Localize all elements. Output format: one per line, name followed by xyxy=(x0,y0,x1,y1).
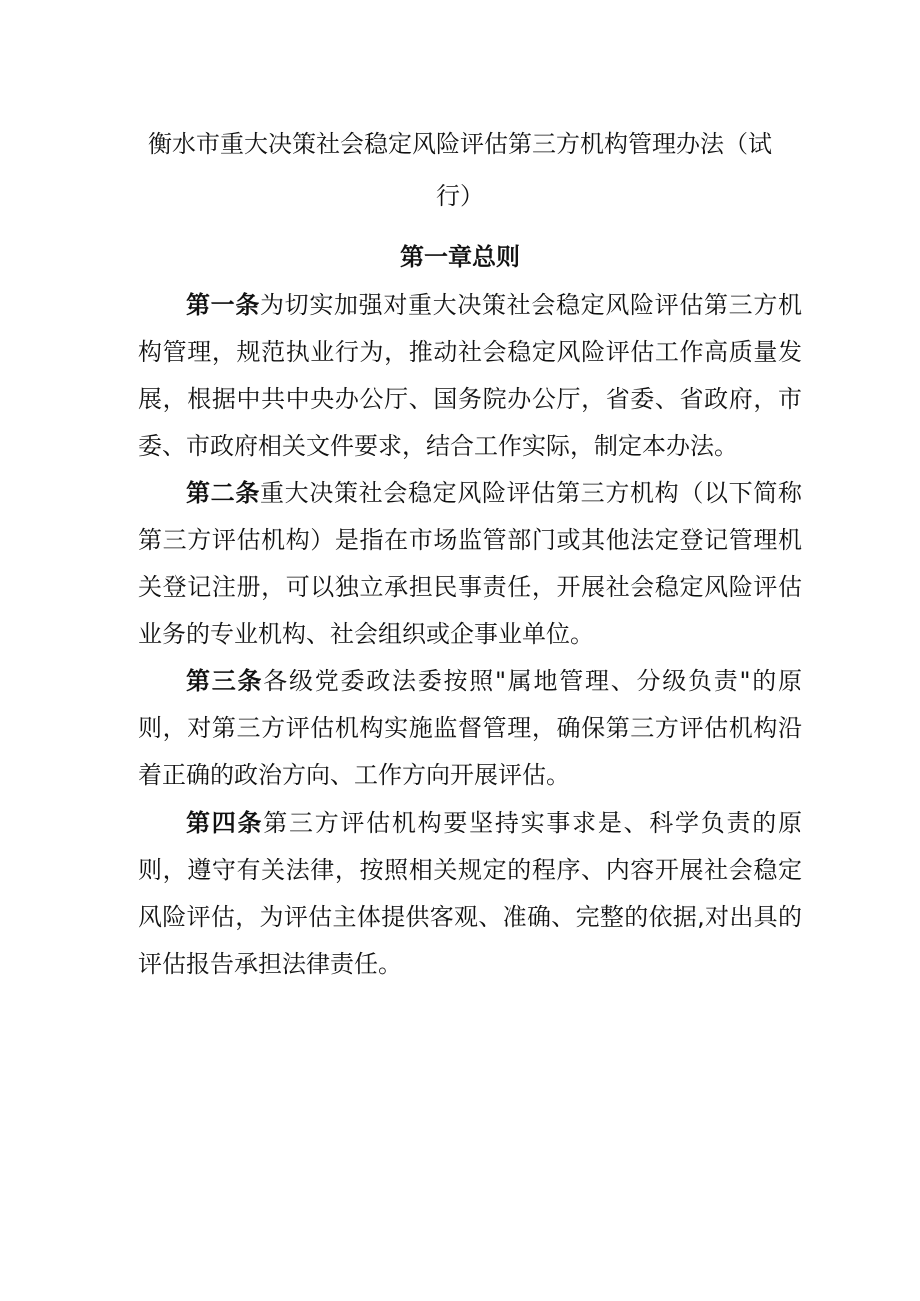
article-4-text: 第三方评估机构要坚持实事求是、科学负责的原则，遵守有关法律，按照相关规定的程序、内容开展社会稳定风险评估，为评估主体提供客观、准确、完整的依据,对出具的评估报告承担法律责任。 xyxy=(138,809,802,978)
article-2 xyxy=(138,470,802,658)
document-title: 衡水市重大决策社会稳定风险评估第三方机构管理办法（试行） xyxy=(148,130,772,210)
article-2-text: 重大决策社会稳定风险评估第三方机构（以下简称第三方评估机构）是指在市场监管部门或其他法定登记管理机关登记注册，可以独立承担民事责任，开展社会稳定风险评估业务的专业机构、社会组织或企事业单位。 xyxy=(138,479,802,648)
article-3-label: 第三条 xyxy=(186,667,264,695)
article-1-label: 第一条 xyxy=(186,291,260,319)
article-2-label: 第二条 xyxy=(186,479,260,507)
chapter-heading: 第一章总则 xyxy=(400,243,520,271)
article-4 xyxy=(138,800,802,988)
article-3 xyxy=(138,658,802,799)
article-1-text: 为切实加强对重大决策社会稳定风险评估第三方机构管理，规范执业行为，推动社会稳定风险评估工作高质量发展，根据中共中央办公厅、国务院办公厅，省委、省政府，市委、市政府相关文件要求，结合工作实际，制定本办法。 xyxy=(138,291,802,460)
article-1 xyxy=(138,282,802,470)
article-3-text: 各级党委政法委按照"属地管理、分级负责"的原则，对第三方评估机构实施监督管理，确保第三方评估机构沿着正确的政治方向、工作方向开展评估。 xyxy=(138,667,803,789)
article-4-label: 第四条 xyxy=(186,809,264,837)
